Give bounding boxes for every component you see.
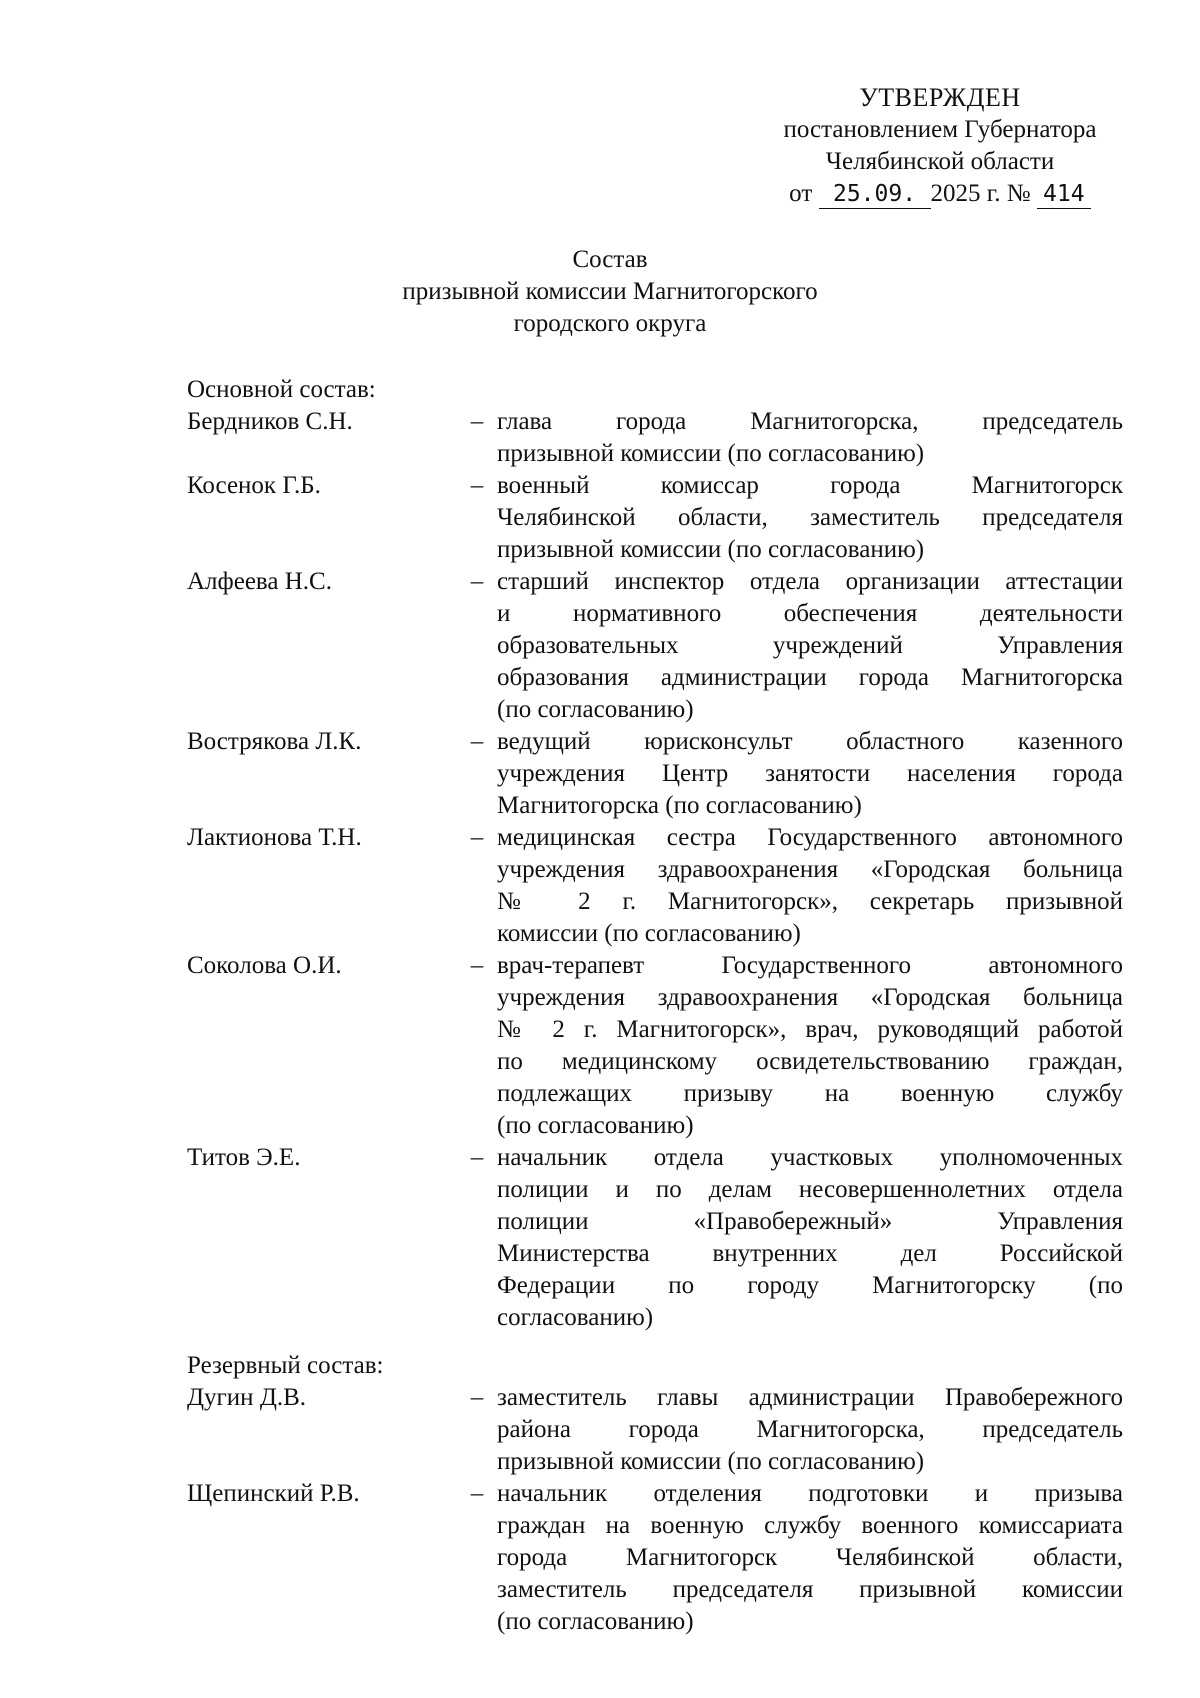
member-description-line: заместитель главы администрации Правобережного <box>497 1384 1123 1411</box>
main-members-list <box>187 406 1123 1334</box>
member-dash: – <box>470 728 484 755</box>
title-line-2: призывной комиссии Магнитогорского <box>402 278 818 305</box>
member-description-line: ведущий юрисконсульт областного казенного <box>497 728 1123 755</box>
member-description-line: начальник отделения подготовки и призыва <box>497 1480 1123 1507</box>
member-description-line: полиции «Правобережный» Управления <box>497 1208 1123 1235</box>
member-row <box>187 1382 1123 1478</box>
approval-number: 414 <box>1037 180 1091 209</box>
member-description-line: Магнитогорска (по согласованию) <box>497 792 862 819</box>
member-name: Титов Э.Е. <box>187 1144 301 1171</box>
member-description-line: учреждения здравоохранения «Городская больница <box>497 984 1123 1011</box>
member-row <box>187 566 1123 726</box>
member-description <box>497 1382 1123 1478</box>
approval-line-1: постановлением Губернатора <box>783 116 1097 143</box>
member-dash: – <box>470 568 484 595</box>
member-description-line: медицинская сестра Государственного автономного <box>497 824 1123 851</box>
approval-block <box>760 82 1120 210</box>
member-description-line: учреждения Центр занятости населения города <box>497 760 1123 787</box>
member-description-line: № 2 г. Магнитогорск», секретарь призывной <box>497 888 1123 915</box>
member-description-line: граждан на военную службу военного комиссариата <box>497 1512 1123 1539</box>
main-section-label: Основной состав: <box>187 376 376 403</box>
member-description-line: призывной комиссии (по согласованию) <box>497 536 925 563</box>
member-row <box>187 470 1123 566</box>
approval-year: 2025 г. № <box>930 180 1031 207</box>
member-description-line: Федерации по городу Магнитогорску (по <box>497 1272 1123 1299</box>
member-description-line: учреждения здравоохранения «Городская больница <box>497 856 1123 883</box>
member-description-line: (по согласованию) <box>497 1608 694 1635</box>
approval-stamp: УТВЕРЖДЕН <box>859 83 1021 112</box>
member-description-line: начальник отдела участковых уполномоченных <box>497 1144 1123 1171</box>
reserve-members-list <box>187 1382 1123 1638</box>
member-name: Алфеева Н.С. <box>187 568 332 595</box>
member-description-line: по медицинскому освидетельствованию граждан, <box>497 1048 1123 1075</box>
member-description-line: (по согласованию) <box>497 1112 694 1139</box>
member-name: Дугин Д.В. <box>187 1384 307 1411</box>
title-line-1: Состав <box>572 246 648 273</box>
member-name: Соколова О.И. <box>187 952 342 979</box>
member-row <box>187 950 1123 1142</box>
member-description-line: согласованию) <box>497 1304 654 1331</box>
member-description <box>497 406 1123 470</box>
member-name: Бердников С.Н. <box>187 408 353 435</box>
member-description-line: и нормативного обеспечения деятельности <box>497 600 1123 627</box>
member-description-line: образовательных учреждений Управления <box>497 632 1123 659</box>
member-dash: – <box>470 824 484 851</box>
member-description <box>497 566 1123 726</box>
title-line-3: городского округа <box>513 310 707 337</box>
member-description <box>497 1478 1123 1638</box>
approval-from: от <box>789 180 813 207</box>
member-description <box>497 726 1123 822</box>
reserve-section-label: Резервный состав: <box>187 1352 384 1379</box>
member-description-line: врач-терапевт Государственного автономного <box>497 952 1123 979</box>
member-description-line: подлежащих призыву на военную службу <box>497 1080 1123 1107</box>
member-row <box>187 1142 1123 1334</box>
member-description-line: военный комиссар города Магнитогорск <box>497 472 1123 499</box>
member-row <box>187 406 1123 470</box>
member-dash: – <box>470 1384 484 1411</box>
member-dash: – <box>470 472 484 499</box>
member-name: Щепинский Р.В. <box>187 1480 360 1507</box>
member-description-line: призывной комиссии (по согласованию) <box>497 440 925 467</box>
member-description-line: Министерства внутренних дел Российской <box>497 1240 1123 1267</box>
member-description-line: района города Магнитогорска, председатель <box>497 1416 1123 1443</box>
member-description-line: призывной комиссии (по согласованию) <box>497 1448 925 1475</box>
member-dash: – <box>470 952 484 979</box>
document-title <box>300 244 920 340</box>
approval-line-2: Челябинской области <box>825 148 1055 175</box>
member-description <box>497 470 1123 566</box>
member-description-line: Челябинской области, заместитель председателя <box>497 504 1123 531</box>
member-description-line: старший инспектор отдела организации аттестации <box>497 568 1123 595</box>
member-name: Вострякова Л.К. <box>187 728 362 755</box>
member-description <box>497 1142 1123 1334</box>
member-name: Косенок Г.Б. <box>187 472 321 499</box>
member-description-line: (по согласованию) <box>497 696 694 723</box>
member-description-line: образования администрации города Магнитогорска <box>497 664 1123 691</box>
member-dash: – <box>470 408 484 435</box>
member-description-line: заместитель председателя призывной комиссии <box>497 1576 1123 1603</box>
member-description <box>497 950 1123 1142</box>
member-dash: – <box>470 1144 484 1171</box>
member-name: Лактионова Т.Н. <box>187 824 362 851</box>
member-dash: – <box>470 1480 484 1507</box>
approval-date-line <box>760 178 1120 210</box>
member-description-line: глава города Магнитогорска, председатель <box>497 408 1123 435</box>
member-row <box>187 1478 1123 1638</box>
member-row <box>187 726 1123 822</box>
approval-date: 25.09. <box>819 180 931 209</box>
member-description-line: № 2 г. Магнитогорск», врач, руководящий работой <box>497 1016 1123 1043</box>
member-description-line: полиции и по делам несовершеннолетних отдела <box>497 1176 1123 1203</box>
member-row <box>187 822 1123 950</box>
member-description <box>497 822 1123 950</box>
member-description-line: города Магнитогорск Челябинской области, <box>497 1544 1123 1571</box>
member-description-line: комиссии (по согласованию) <box>497 920 801 947</box>
